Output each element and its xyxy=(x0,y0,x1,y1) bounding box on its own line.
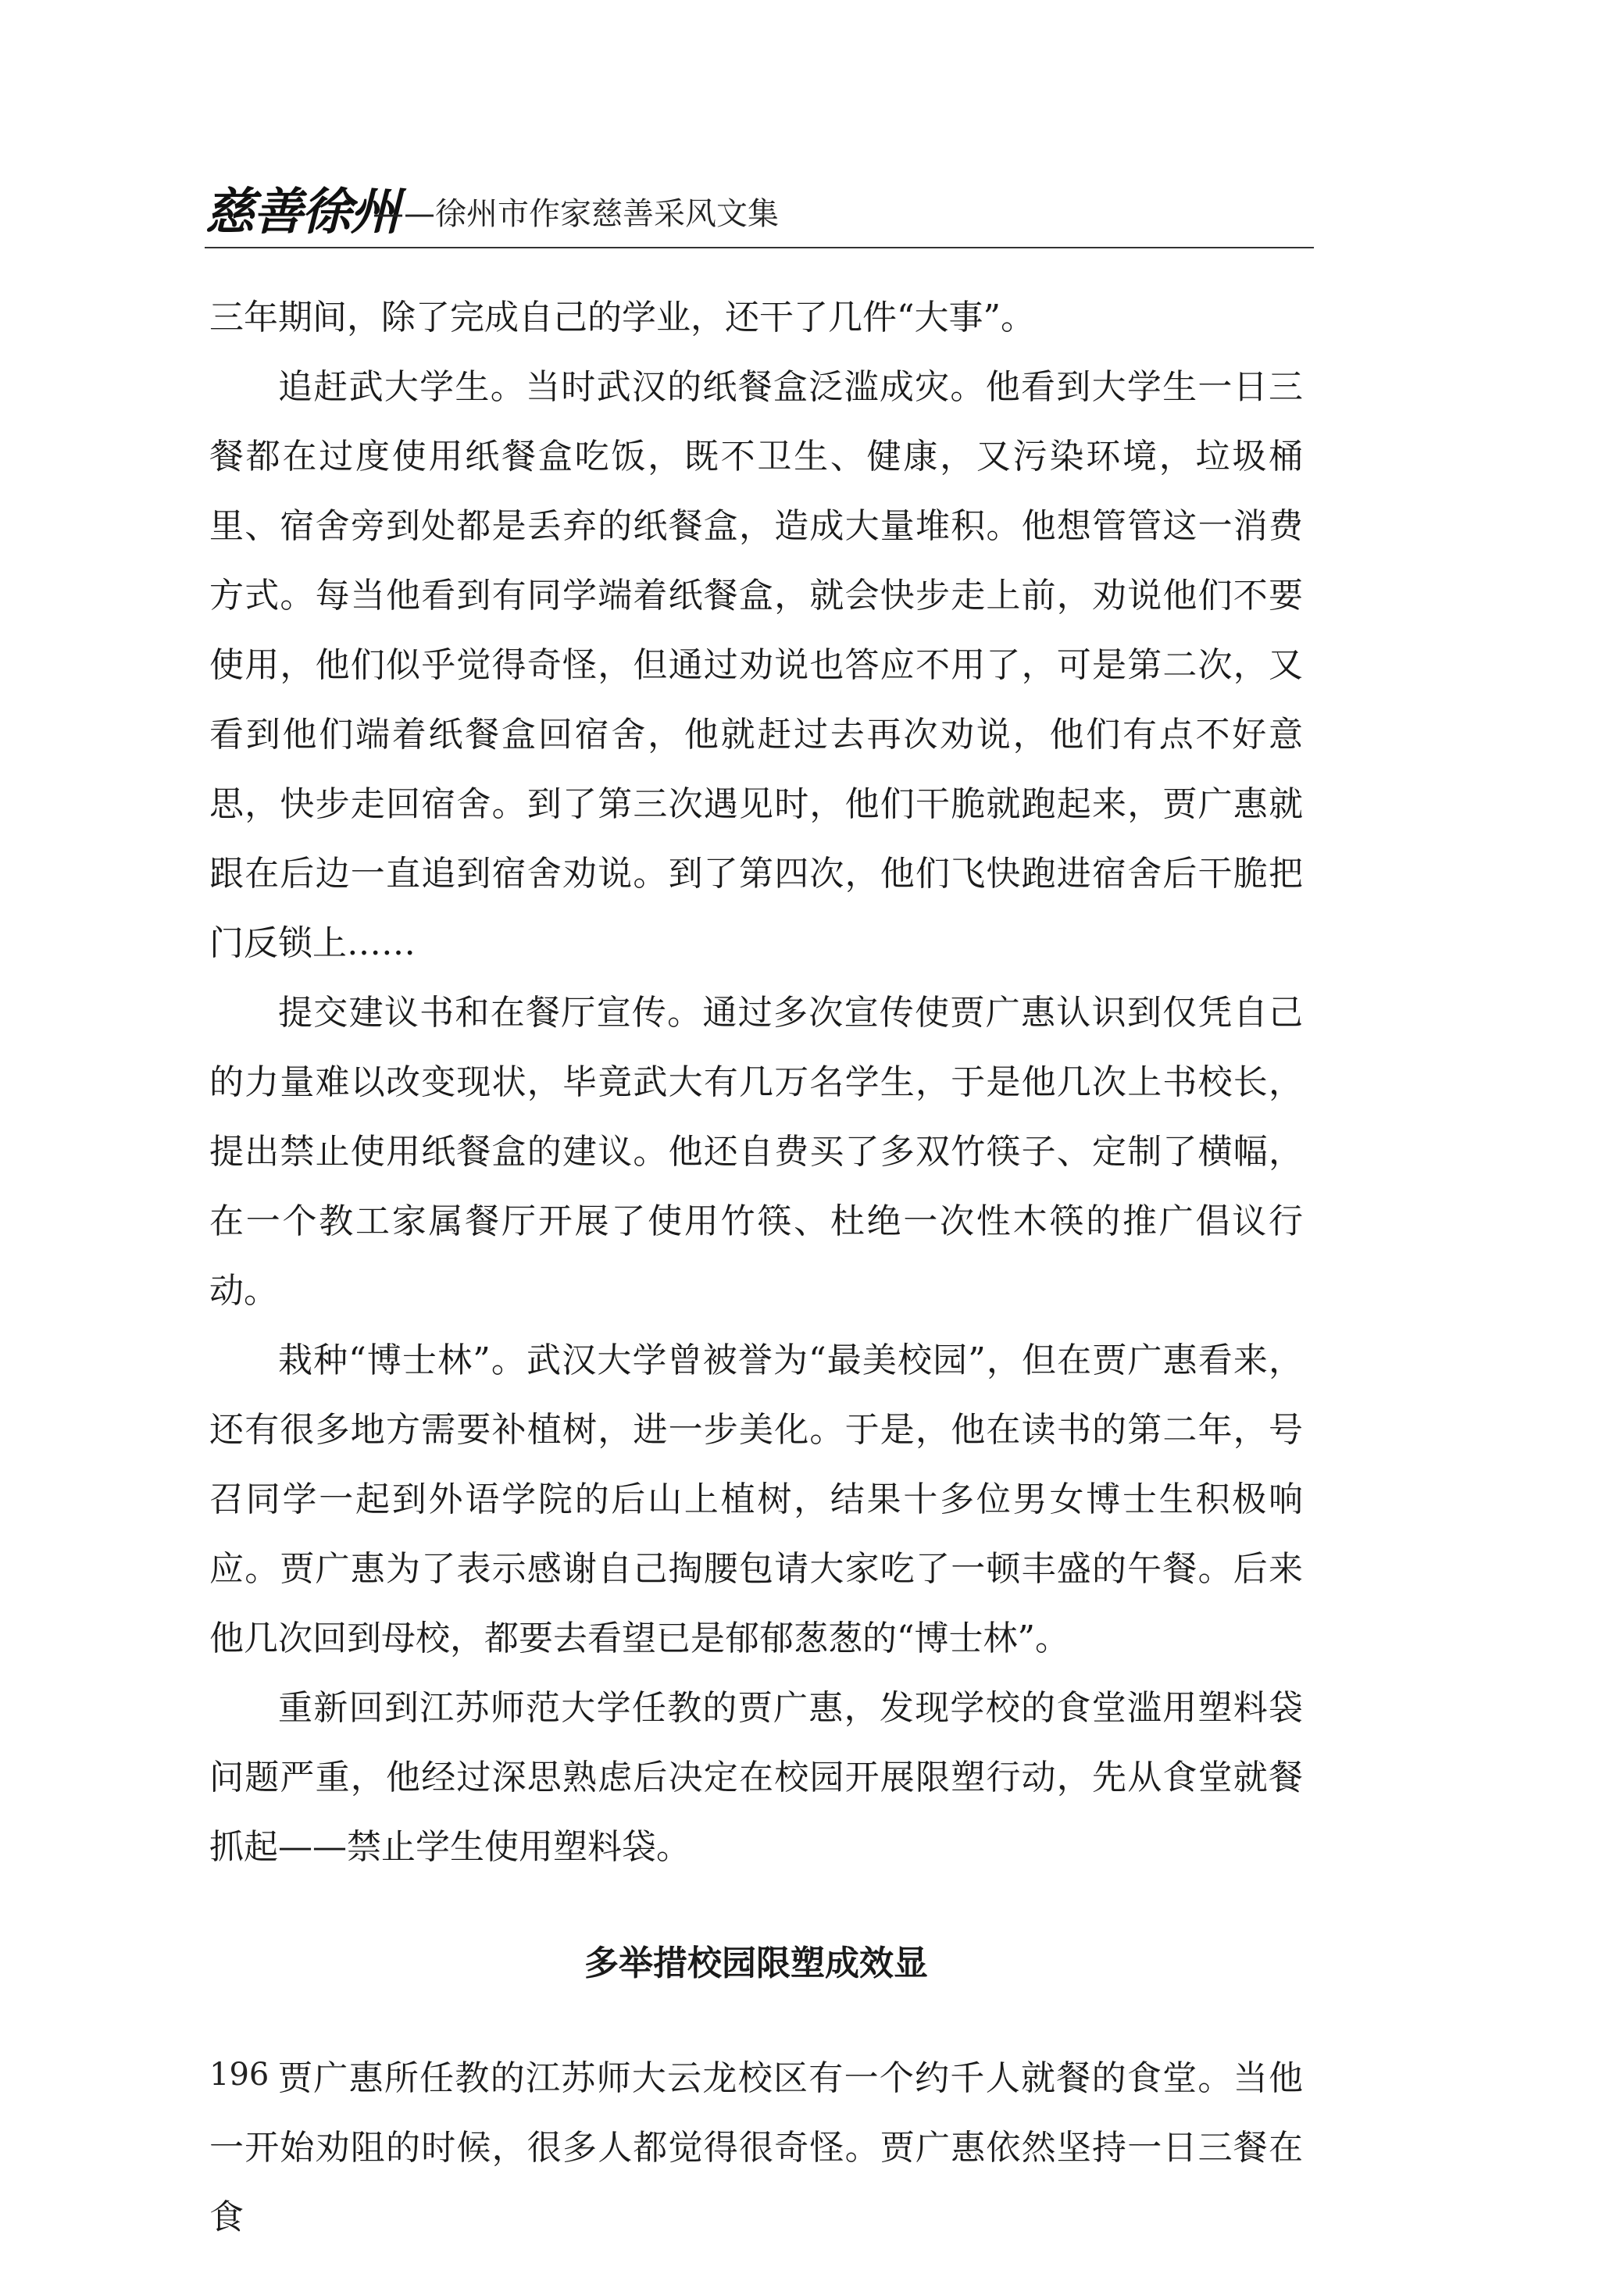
page-number: 196 xyxy=(209,2057,269,2093)
book-subtitle: ——徐州市作家慈善采风文集 xyxy=(373,196,779,232)
header-divider xyxy=(205,247,1314,248)
section-heading: 多举措校园限塑成效显 xyxy=(584,1943,928,1983)
paragraph: 三年期间，除了完成自己的学业，还干了几件“大事”。 xyxy=(209,298,1035,337)
body-text-bottom xyxy=(209,2043,1303,2252)
body-text-top xyxy=(209,283,1303,1882)
running-header xyxy=(205,181,1314,244)
paragraph: 栽种“博士林”。武汉大学曾被誉为“最美校园”，但在贾广惠看来，还有很多地方需要补植树，进一步美化。于是，他在读书的第二年，号召同学一起到外语学院的后山上植树，结果十多位男女博士生积极响应。贾广惠为了表示感谢自己掏腰包请大家吃了一顿丰盛的午餐。后来他几次回到母校，都要去看望已是郁郁葱葱的“博士林”。 xyxy=(209,1340,1303,1658)
book-logo: 慈善徐州 xyxy=(205,183,398,241)
paragraph: 贾广惠所任教的江苏师大云龙校区有一个约千人就餐的食堂。当他一开始劝阻的时候，很多人都觉得很奇怪。贾广惠依然坚持一日三餐在食 xyxy=(209,2058,1303,2237)
paragraph: 提交建议书和在餐厅宣传。通过多次宣传使贾广惠认识到仅凭自己的力量难以改变现状，毕竟武大有几万名学生，于是他几次上书校长，提出禁止使用纸餐盒的建议。他还自费买了多双竹筷子、定制了横幅，在一个教工家属餐厅开展了使用竹筷、杜绝一次性木筷的推广倡议行动。 xyxy=(209,993,1303,1311)
paragraph: 追赶武大学生。当时武汉的纸餐盒泛滥成灾。他看到大学生一日三餐都在过度使用纸餐盒吃饭，既不卫生、健康，又污染环境，垃圾桶里、宿舍旁到处都是丢弃的纸餐盒，造成大量堆积。他想管管这一消费方式。每当他看到有同学端着纸餐盒，就会快步走上前，劝说他们不要使用，他们似乎觉得奇怪，但通过劝说也答应不用了，可是第二次，又看到他们端着纸餐盒回宿舍，他就赶过去再次劝说，他们有点不好意思，快步走回宿舍。到了第三次遇见时，他们干脆就跑起来，贾广惠就跟在后边一直追到宿舍劝说。到了第四次，他们飞快跑进宿舍后干脆把门反锁上…… xyxy=(209,367,1303,963)
page-body xyxy=(209,283,1303,2252)
paragraph: 重新回到江苏师范大学任教的贾广惠，发现学校的食堂滥用塑料袋问题严重，他经过深思熟虑后决定在校园开展限塑行动，先从食堂就餐抓起——禁止学生使用塑料袋。 xyxy=(209,1688,1303,1867)
